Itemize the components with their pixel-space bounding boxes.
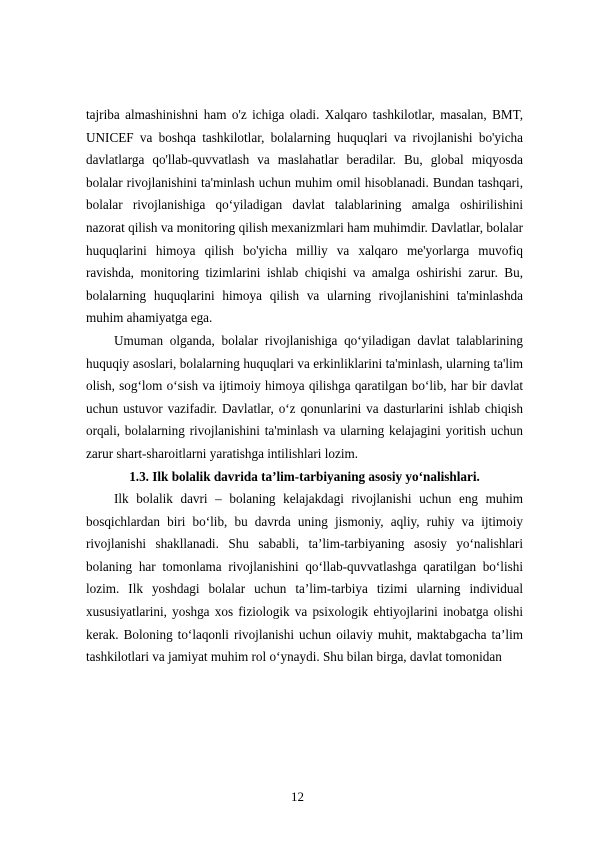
page-number: 12	[291, 789, 304, 804]
paragraph-early-childhood: Ilk bolalik davri – bolaning kelajakdagi rivojlanishi uchun eng muhim bosqichlardan biri bo‘lib, bu davrda uning jismoniy, aqliy, ruhiy va ijtimoiy rivojlanishi shakllanadi. Shu sababli, ta’lim-tarbiyaning asosiy yo‘nalishlari bolaning har tomonlama rivojlanishini qo‘llab-quvvatlashga qaratilgan bo‘lishi lozim. Ilk yoshdagi bolalar uchun ta’lim-tarbiya tizimi ularning individual xususiyatlarini, yoshga xos fiziologik va psixologik ehtiyojlarini inobatga olishi kerak. Boloning to‘laqonli rivojlanishi uchun oilaviy muhit, maktabgacha ta’lim tashkilotlari va jamiyat muhim rol o‘ynaydi. Shu bilan birga, davlat tomonidan	[86, 491, 523, 665]
paragraph-summary: Umuman olganda, bolalar rivojlanishiga qo‘yiladigan davlat talablarining huquqiy asoslari, bolalarning huquqlari va erkinliklarini ta'minlash, ularning ta'lim olish, sog‘lom o‘sish va ijtimoiy himoya qilishga qaratilgan bo‘lib, har bir davlat uchun ustuvor vazifadir. Davlatlar, o‘z qonunlarini va dasturlarini ishlab chiqish orqali, bolalarning rivojlanishini ta'minlash va ularning kelajagini yoritish uchun zarur shart-sharoitlarni yaratishga intilishlari lozim.	[86, 332, 523, 461]
paragraph-continuation: tajriba almashinishni ham o'z ichiga oladi. Xalqaro tashkilotlar, masalan, BMT, UNICEF va boshqa tashkilotlar, bolalarning huquqlari va rivojlanishi bo'yicha davlatlarga qo'llab-quvvatlash va maslahatlar beradilar. Bu, global miqyosda bolalar rivojlanishini ta'minlash uchun muhim omil hisoblanadi. Bundan tashqari, bolalar rivojlanishiga qo‘yiladigan davlat talablarining amalga oshirilishini nazorat qilish va monitoring qilish mexanizmlari ham muhimdir. Davlatlar, bolalar huquqlarini himoya qilish bo'yicha milliy va xalqaro me'yorlarga muvofiq ravishda, monitoring tizimlarini ishlab chiqishi va amalga oshirishi zarur. Bu, bolalarning huquqlarini himoya qilish va ularning rivojlanishini ta'minlashda muhim ahamiyatga ega.	[86, 107, 523, 326]
document-body	[86, 104, 523, 669]
section-heading: 1.3. Ilk bolalik davrida ta’lim-tarbiyaning asosiy yo‘nalishlari.	[129, 468, 480, 484]
